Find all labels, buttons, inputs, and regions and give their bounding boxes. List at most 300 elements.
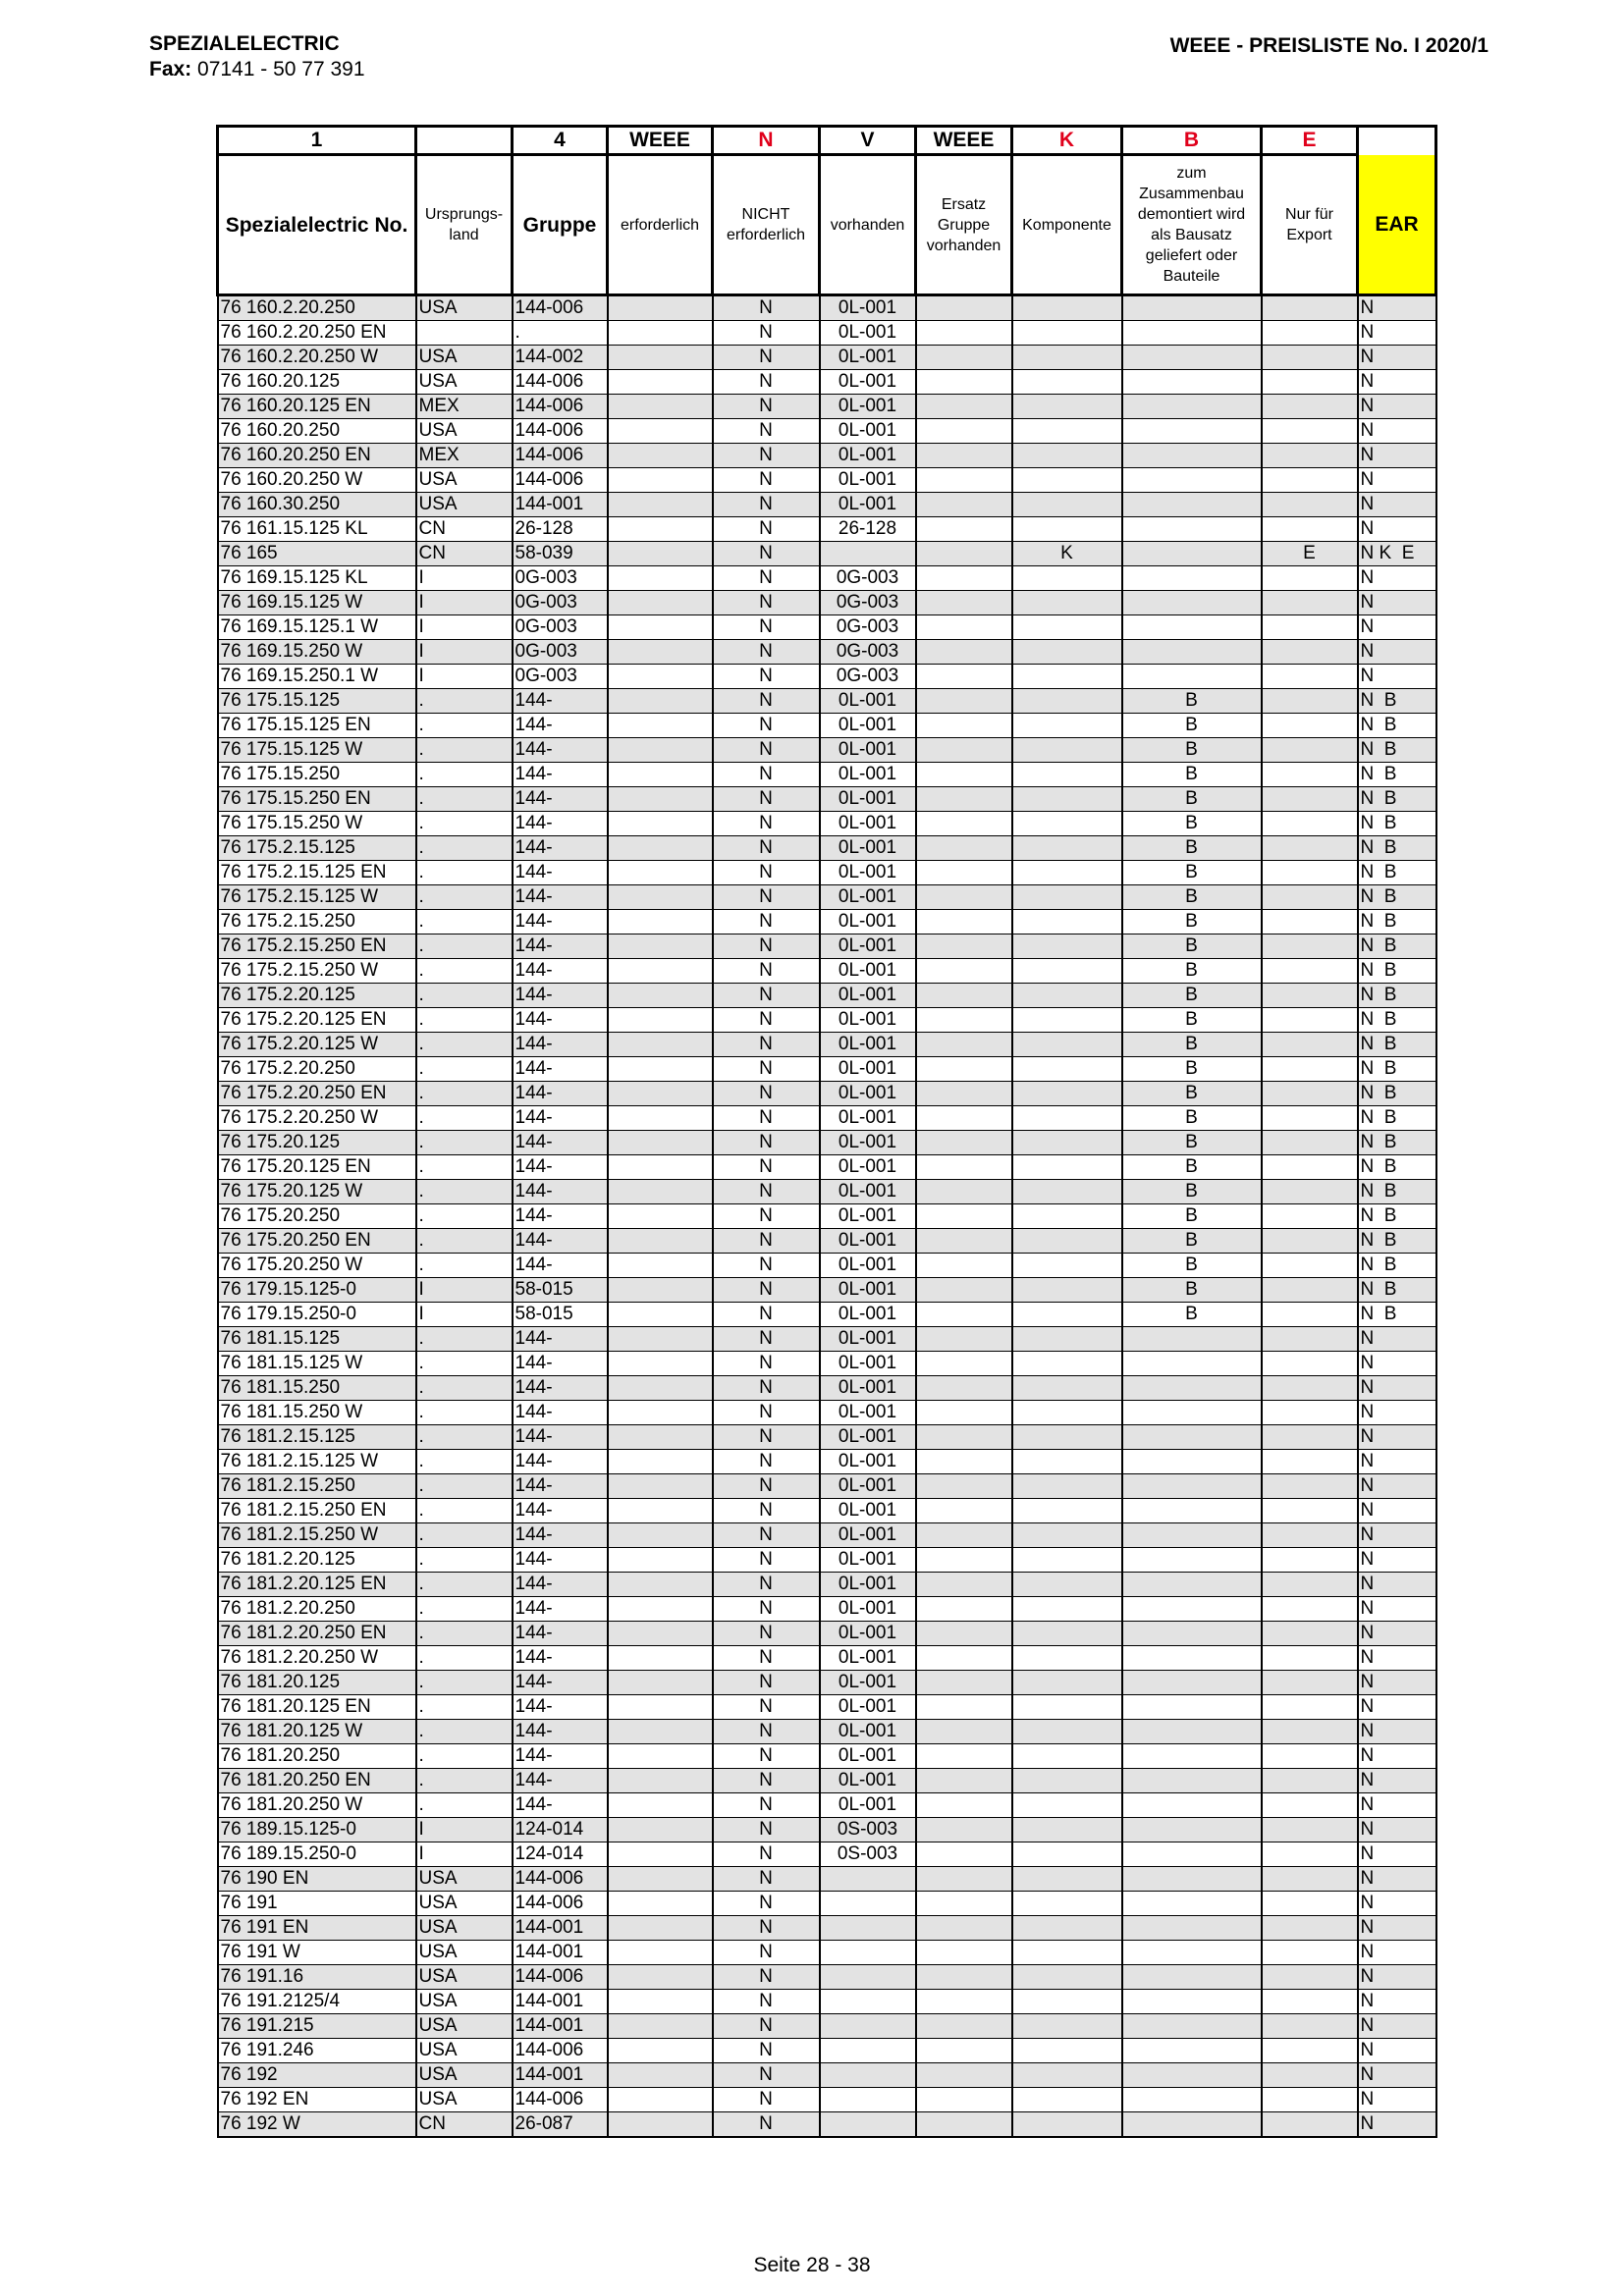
table-cell [1122, 1548, 1262, 1573]
table-cell: 0L-001 [820, 1474, 916, 1499]
table-cell: N B [1358, 1131, 1436, 1155]
table-cell: 144-001 [513, 1916, 608, 1941]
table-cell: USA [416, 295, 513, 321]
table-cell [1122, 395, 1262, 419]
table-cell [1262, 1818, 1358, 1842]
column-header: NICHT erforderlich [713, 155, 820, 295]
table-cell: 0G-003 [513, 640, 608, 665]
table-cell [916, 468, 1012, 493]
table-cell [1122, 2063, 1262, 2088]
table-cell: 0G-003 [820, 640, 916, 665]
table-cell [1122, 295, 1262, 321]
table-cell [1122, 542, 1262, 566]
table-cell [608, 1229, 713, 1254]
table-row [218, 1867, 1436, 1892]
code-cell: N [713, 127, 820, 155]
table-cell [608, 493, 713, 517]
table-cell: 144-002 [513, 346, 608, 370]
table-cell [820, 2112, 916, 2138]
table-cell: N B [1358, 1229, 1436, 1254]
table-cell [608, 2088, 713, 2112]
table-cell [1262, 1376, 1358, 1401]
table-cell: N [713, 1106, 820, 1131]
table-cell: N [1358, 1965, 1436, 1990]
table-cell: 0L-001 [820, 1646, 916, 1671]
table-cell: 144- [513, 689, 608, 714]
table-cell [820, 2014, 916, 2039]
table-cell [1122, 1892, 1262, 1916]
table-cell: 76 191.2125/4 [218, 1990, 416, 2014]
table-cell: 76 191 [218, 1892, 416, 1916]
table-cell [916, 1450, 1012, 1474]
table-cell: B [1122, 959, 1262, 984]
table-cell: N [1358, 665, 1436, 689]
table-cell [608, 468, 713, 493]
table-cell [916, 1401, 1012, 1425]
table-cell [820, 2063, 916, 2088]
table-cell [1262, 1793, 1358, 1818]
table-row [218, 2088, 1436, 2112]
table-cell: N [1358, 2014, 1436, 2039]
table-cell [1012, 1573, 1122, 1597]
table-cell: N [713, 910, 820, 934]
table-cell: N [1358, 1573, 1436, 1597]
company-block [149, 31, 365, 82]
table-cell: N [713, 1523, 820, 1548]
table-cell [608, 517, 713, 542]
table-cell: I [416, 566, 513, 591]
table-row [218, 1622, 1436, 1646]
header-code-row [218, 127, 1436, 155]
table-cell: 0L-001 [820, 714, 916, 738]
table-cell [608, 321, 713, 346]
table-cell [608, 566, 713, 591]
table-row [218, 934, 1436, 959]
table-cell: N [713, 1352, 820, 1376]
table-cell: N [1358, 493, 1436, 517]
table-cell: . [416, 1597, 513, 1622]
table-cell: B [1122, 1106, 1262, 1131]
table-cell: 0L-001 [820, 346, 916, 370]
table-cell [608, 1155, 713, 1180]
column-header: Gruppe [513, 155, 608, 295]
table-cell: . [416, 714, 513, 738]
table-row [218, 1793, 1436, 1818]
table-cell: 0L-001 [820, 959, 916, 984]
table-cell [916, 1254, 1012, 1278]
table-cell: 58-015 [513, 1303, 608, 1327]
table-cell: N [713, 1892, 820, 1916]
table-row [218, 812, 1436, 836]
table-cell [608, 1523, 713, 1548]
table-cell: N [1358, 566, 1436, 591]
table-cell: N [713, 419, 820, 444]
table-cell [608, 1646, 713, 1671]
table-cell [916, 1155, 1012, 1180]
table-cell [1262, 566, 1358, 591]
table-row [218, 885, 1436, 910]
table-cell: 76 181.2.20.250 EN [218, 1622, 416, 1646]
table-cell: B [1122, 1155, 1262, 1180]
table-cell: 0G-003 [513, 566, 608, 591]
table-cell [916, 419, 1012, 444]
table-cell: N [713, 812, 820, 836]
table-cell [1012, 419, 1122, 444]
table-cell: 0L-001 [820, 1254, 916, 1278]
table-cell [1012, 1548, 1122, 1573]
table-cell: N [713, 640, 820, 665]
table-cell: N [713, 959, 820, 984]
table-cell: . [416, 1106, 513, 1131]
table-cell: 0L-001 [820, 812, 916, 836]
table-cell: 144-006 [513, 1867, 608, 1892]
table-cell: N B [1358, 1106, 1436, 1131]
table-cell: N B [1358, 1155, 1436, 1180]
table-cell [1012, 1204, 1122, 1229]
table-cell [916, 763, 1012, 787]
table-cell: 0L-001 [820, 1376, 916, 1401]
table-cell: N [713, 885, 820, 910]
table-cell: . [416, 787, 513, 812]
table-cell: 76 160.2.20.250 EN [218, 321, 416, 346]
table-cell [1262, 1327, 1358, 1352]
table-cell: 0L-001 [820, 1622, 916, 1646]
company-name: SPEZIALELECTRIC [149, 32, 340, 55]
table-cell: 144- [513, 1376, 608, 1401]
table-cell: N [713, 542, 820, 566]
table-cell: 76 160.20.125 [218, 370, 416, 395]
table-cell: N [713, 1155, 820, 1180]
table-cell: CN [416, 542, 513, 566]
table-cell: 0L-001 [820, 1744, 916, 1769]
table-row [218, 1499, 1436, 1523]
table-cell: N [713, 714, 820, 738]
table-cell [916, 689, 1012, 714]
table-cell [916, 714, 1012, 738]
table-cell: N [713, 1180, 820, 1204]
table-body [218, 295, 1436, 2138]
table-cell: 76 181.20.250 W [218, 1793, 416, 1818]
table-cell: N [713, 1720, 820, 1744]
table-cell: 0G-003 [513, 591, 608, 615]
table-cell [1012, 1990, 1122, 2014]
table-cell: . [416, 1646, 513, 1671]
table-cell [1012, 1425, 1122, 1450]
table-cell: USA [416, 1867, 513, 1892]
table-row [218, 346, 1436, 370]
table-cell: USA [416, 419, 513, 444]
table-cell [1012, 1057, 1122, 1082]
table-cell [608, 1131, 713, 1155]
table-cell: N [713, 1229, 820, 1254]
table-cell [608, 1180, 713, 1204]
table-cell: N B [1358, 836, 1436, 861]
table-row [218, 591, 1436, 615]
table-cell: 0L-001 [820, 1671, 916, 1695]
table-cell [608, 934, 713, 959]
table-cell: . [416, 1376, 513, 1401]
table-cell [1012, 714, 1122, 738]
table-cell: 0G-003 [820, 665, 916, 689]
table-cell [608, 1352, 713, 1376]
table-cell: I [416, 665, 513, 689]
table-cell [916, 787, 1012, 812]
table-cell: 76 160.2.20.250 [218, 295, 416, 321]
table-cell: N [713, 763, 820, 787]
table-cell: 0L-001 [820, 738, 916, 763]
table-cell: 144- [513, 763, 608, 787]
table-cell [1012, 1303, 1122, 1327]
table-cell [916, 493, 1012, 517]
code-cell: B [1122, 127, 1262, 155]
table-cell: 0L-001 [820, 1278, 916, 1303]
table-cell: N K E [1358, 542, 1436, 566]
table-cell: N [1358, 1376, 1436, 1401]
table-row [218, 1916, 1436, 1941]
table-row [218, 2063, 1436, 2088]
table-cell: N [713, 1818, 820, 1842]
table-cell: N [1358, 419, 1436, 444]
table-cell: 76 175.2.20.125 EN [218, 1008, 416, 1033]
table-cell: 76 160.20.250 EN [218, 444, 416, 468]
table-row [218, 1597, 1436, 1622]
table-cell: USA [416, 1916, 513, 1941]
table-cell [916, 1867, 1012, 1892]
table-cell [608, 591, 713, 615]
table-cell: N [713, 787, 820, 812]
table-cell: N [713, 2063, 820, 2088]
table-row [218, 1646, 1436, 1671]
table-cell [1012, 1106, 1122, 1131]
code-cell: 4 [513, 127, 608, 155]
table-cell: N [713, 1867, 820, 1892]
table-cell: . [416, 1744, 513, 1769]
table-cell: N [713, 370, 820, 395]
table-cell: 0L-001 [820, 1793, 916, 1818]
table-cell: 144- [513, 1793, 608, 1818]
code-cell [416, 127, 513, 155]
table-cell [608, 1033, 713, 1057]
table-cell: N B [1358, 689, 1436, 714]
table-cell [1122, 640, 1262, 665]
table-cell: 76 175.2.20.125 W [218, 1033, 416, 1057]
table-cell [1262, 591, 1358, 615]
table-cell: 144- [513, 714, 608, 738]
table-cell: 144-001 [513, 1990, 608, 2014]
table-cell: N [713, 1401, 820, 1425]
table-cell: N [713, 321, 820, 346]
table-cell [820, 1892, 916, 1916]
table-cell [916, 444, 1012, 468]
table-cell [1012, 1744, 1122, 1769]
table-cell: 76 191.16 [218, 1965, 416, 1990]
table-row [218, 1278, 1436, 1303]
table-cell: N [713, 689, 820, 714]
table-cell [1012, 812, 1122, 836]
table-cell: 0L-001 [820, 1352, 916, 1376]
table-cell: N [713, 615, 820, 640]
column-header: erforderlich [608, 155, 713, 295]
table-cell [1012, 1622, 1122, 1646]
table-cell [608, 885, 713, 910]
table-cell: N B [1358, 1278, 1436, 1303]
table-cell [1012, 1842, 1122, 1867]
table-row [218, 542, 1436, 566]
table-cell: N [1358, 295, 1436, 321]
table-cell: 0L-001 [820, 1523, 916, 1548]
table-row [218, 1425, 1436, 1450]
table-cell [1122, 1327, 1262, 1352]
table-cell: 0G-003 [820, 566, 916, 591]
table-cell: . [416, 1450, 513, 1474]
table-cell [1012, 1180, 1122, 1204]
table-cell [1122, 665, 1262, 689]
table-cell: N [713, 1278, 820, 1303]
table-row [218, 1892, 1436, 1916]
table-cell [1262, 1842, 1358, 1867]
table-cell [1012, 1229, 1122, 1254]
table-cell: N B [1358, 1204, 1436, 1229]
table-cell [1262, 640, 1358, 665]
table-cell: 76 160.20.250 [218, 419, 416, 444]
table-cell: 76 169.15.125 KL [218, 566, 416, 591]
table-cell [1012, 1474, 1122, 1499]
table-row [218, 566, 1436, 591]
table-cell [1012, 1941, 1122, 1965]
table-cell [1122, 1818, 1262, 1842]
table-cell [1262, 1033, 1358, 1057]
table-cell [916, 1769, 1012, 1793]
column-header: Spezialelectric No. [218, 155, 416, 295]
table-cell: 144- [513, 1695, 608, 1720]
table-cell: 76 175.20.250 W [218, 1254, 416, 1278]
table-cell [1262, 1155, 1358, 1180]
table-cell [1262, 295, 1358, 321]
table-cell: 76 181.2.15.250 EN [218, 1499, 416, 1523]
table-row [218, 1155, 1436, 1180]
table-cell: K [1012, 542, 1122, 566]
table-cell [1012, 1867, 1122, 1892]
table-cell: . [416, 1499, 513, 1523]
table-cell: 0L-001 [820, 1695, 916, 1720]
table-cell: 76 179.15.250-0 [218, 1303, 416, 1327]
table-row [218, 1401, 1436, 1425]
table-cell [916, 1303, 1012, 1327]
table-cell: N [713, 493, 820, 517]
table-cell [1262, 1499, 1358, 1523]
table-cell [1262, 1941, 1358, 1965]
table-cell [916, 1106, 1012, 1131]
table-cell: 76 175.20.250 EN [218, 1229, 416, 1254]
table-cell [916, 665, 1012, 689]
table-cell [1012, 665, 1122, 689]
table-cell [1122, 1523, 1262, 1548]
table-cell [1262, 665, 1358, 689]
table-cell [1122, 1842, 1262, 1867]
table-row [218, 1671, 1436, 1695]
table-cell [820, 1941, 916, 1965]
table-cell: 0L-001 [820, 444, 916, 468]
table-cell: 76 175.15.250 EN [218, 787, 416, 812]
table-cell: 0L-001 [820, 885, 916, 910]
table-cell: N [713, 1303, 820, 1327]
column-header: Ersatz Gruppe vorhanden [916, 155, 1012, 295]
table-cell [1122, 1573, 1262, 1597]
table-cell [608, 370, 713, 395]
code-cell: WEEE [916, 127, 1012, 155]
table-cell [1122, 1916, 1262, 1941]
table-row [218, 493, 1436, 517]
table-cell: 76 175.15.250 W [218, 812, 416, 836]
table-cell: N [1358, 346, 1436, 370]
table-cell: 0L-001 [820, 1180, 916, 1204]
table-cell [1012, 2088, 1122, 2112]
table-cell [1012, 763, 1122, 787]
table-cell [1122, 468, 1262, 493]
table-cell [1122, 321, 1262, 346]
table-cell [1122, 2039, 1262, 2063]
table-cell: 76 181.20.250 EN [218, 1769, 416, 1793]
table-cell: 144- [513, 1352, 608, 1376]
table-cell: N [1358, 1474, 1436, 1499]
table-cell [1122, 2088, 1262, 2112]
table-cell [608, 1401, 713, 1425]
table-cell [916, 1646, 1012, 1671]
table-cell [1012, 1720, 1122, 1744]
table-cell [1262, 1303, 1358, 1327]
table-cell [916, 615, 1012, 640]
table-cell: N [713, 1695, 820, 1720]
table-cell: B [1122, 861, 1262, 885]
table-cell: . [416, 1327, 513, 1352]
table-cell: N [1358, 2063, 1436, 2088]
table-cell: 76 181.15.125 W [218, 1352, 416, 1376]
table-cell [608, 1720, 713, 1744]
table-cell: 0L-001 [820, 370, 916, 395]
table-cell [1012, 861, 1122, 885]
table-cell: 76 181.2.20.250 W [218, 1646, 416, 1671]
table-row [218, 1965, 1436, 1990]
table-cell: N [713, 2112, 820, 2138]
table-cell: I [416, 1842, 513, 1867]
table-cell [1262, 959, 1358, 984]
table-cell [608, 1867, 713, 1892]
table-cell: 144- [513, 1646, 608, 1671]
table-cell [916, 1892, 1012, 1916]
table-cell: . [416, 1180, 513, 1204]
table-cell: 144- [513, 1327, 608, 1352]
table-row [218, 984, 1436, 1008]
table-row [218, 861, 1436, 885]
table-cell [916, 1033, 1012, 1057]
table-cell: N [1358, 1671, 1436, 1695]
table-cell: 144- [513, 1474, 608, 1499]
fax-label: Fax: [149, 58, 192, 80]
table-cell [1262, 1892, 1358, 1916]
table-cell [1012, 321, 1122, 346]
table-cell: 76 175.2.15.250 W [218, 959, 416, 984]
table-cell: 144- [513, 1131, 608, 1155]
table-cell [608, 615, 713, 640]
table-cell [1012, 1278, 1122, 1303]
table-cell: . [416, 1155, 513, 1180]
table-cell: 76 175.2.20.250 W [218, 1106, 416, 1131]
table-cell: USA [416, 346, 513, 370]
table-cell: N [713, 1793, 820, 1818]
table-cell: 0L-001 [820, 1573, 916, 1597]
table-cell: N [713, 395, 820, 419]
table-cell [608, 738, 713, 763]
